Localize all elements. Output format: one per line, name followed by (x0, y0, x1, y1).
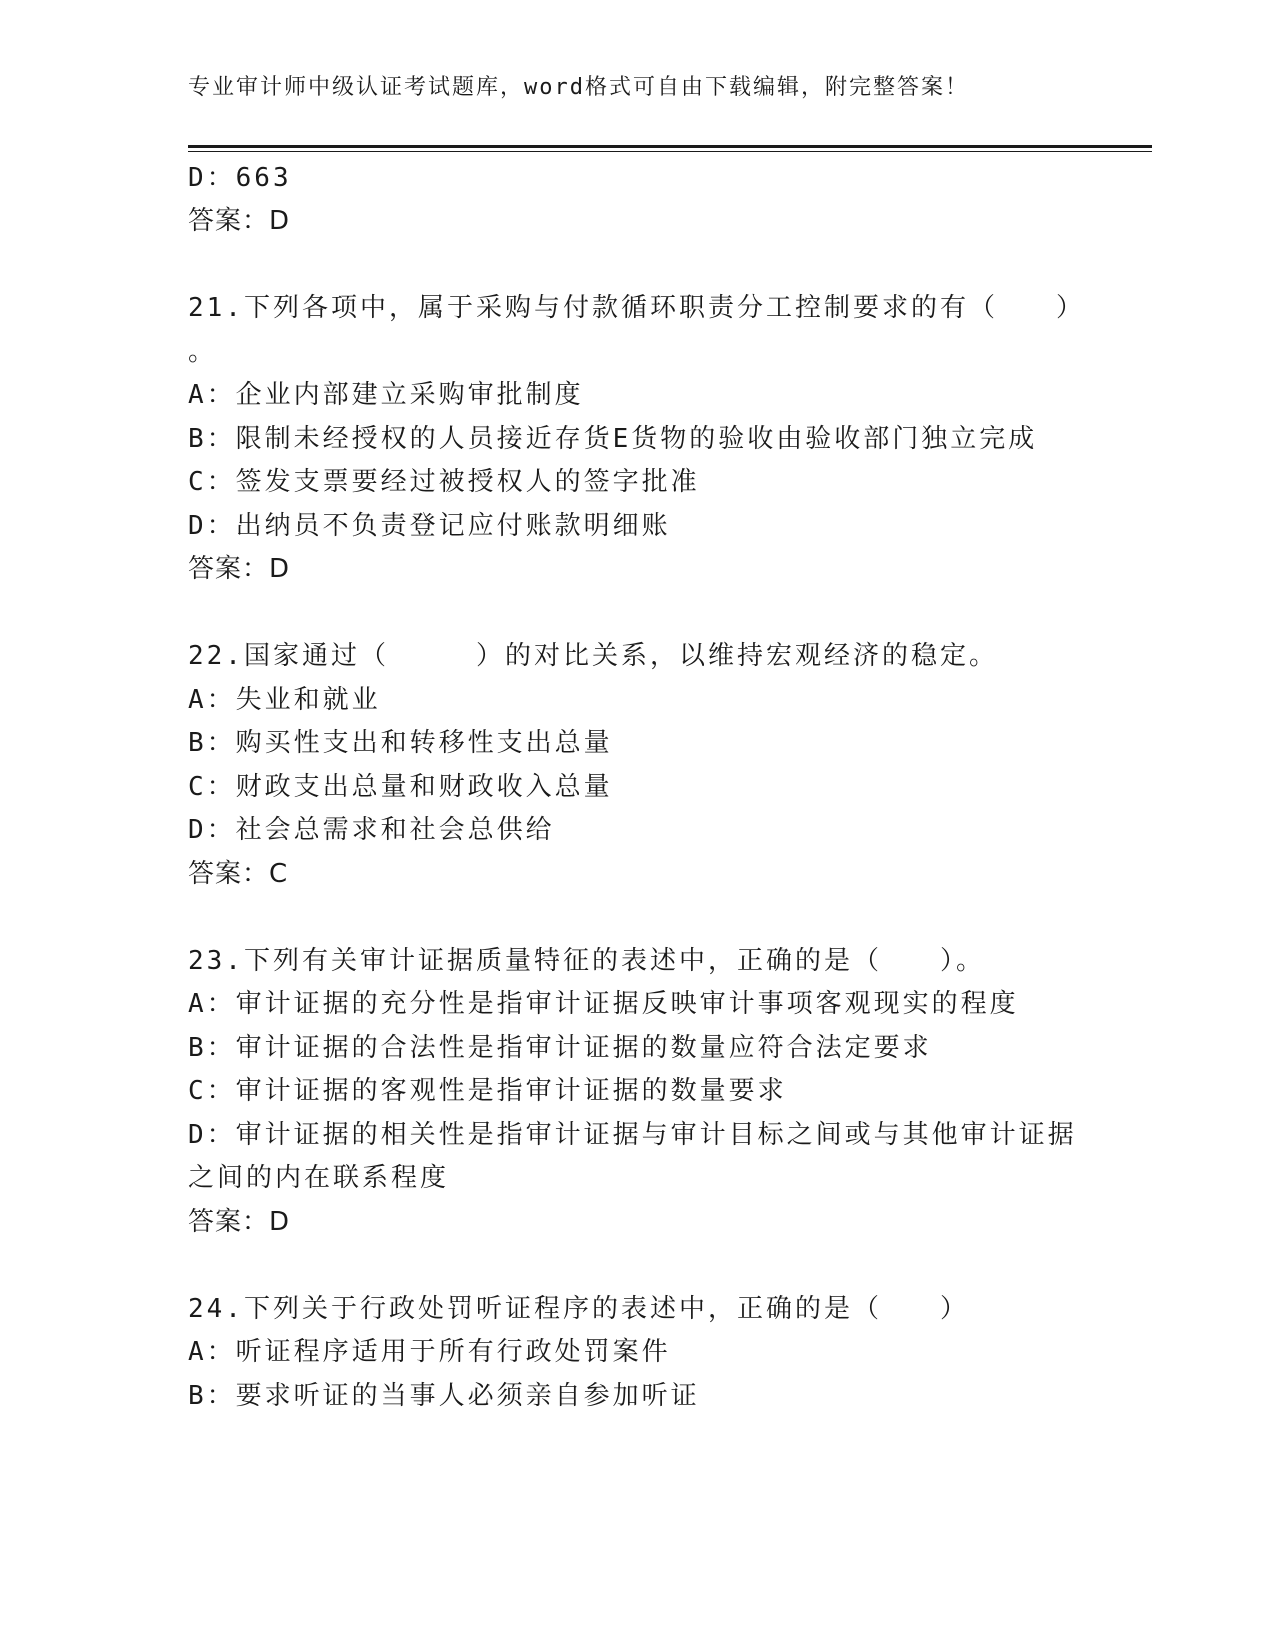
q24-option-b: B：要求听证的当事人必须亲自参加听证 (188, 1381, 700, 1411)
q23-option-c: C：审计证据的客观性是指审计证据的数量要求 (188, 1076, 787, 1106)
q23-option-d-cont: 之间的内在联系程度 (188, 1163, 450, 1193)
q21-stem-cont: 。 (188, 337, 218, 367)
q23-option-b: B：审计证据的合法性是指审计证据的数量应符合法定要求 (188, 1033, 932, 1063)
q23-answer: 答案：D (188, 1207, 291, 1237)
answer-prev: 答案：D (188, 206, 291, 236)
q22-stem: 22.国家通过（ ）的对比关系，以维持宏观经济的稳定。 (188, 641, 998, 671)
q22-option-b: B：购买性支出和转移性支出总量 (188, 728, 613, 758)
q22-option-a: A：失业和就业 (188, 685, 381, 715)
header-rule-thin (188, 151, 1152, 152)
q21-stem: 21.下列各项中，属于采购与付款循环职责分工控制要求的有（ ） (188, 293, 1085, 323)
q24-option-a: A：听证程序适用于所有行政处罚案件 (188, 1337, 671, 1367)
q21-option-a: A：企业内部建立采购审批制度 (188, 380, 584, 410)
q21-option-b: B：限制未经授权的人员接近存货E货物的验收由验收部门独立完成 (188, 424, 1038, 454)
q22-option-c: C：财政支出总量和财政收入总量 (188, 772, 613, 802)
header-rule-thick (188, 145, 1152, 148)
q22-answer: 答案：C (188, 859, 289, 889)
q21-answer: 答案：D (188, 554, 291, 584)
q22-option-d: D：社会总需求和社会总供给 (188, 815, 555, 845)
q23-option-a: A：审计证据的充分性是指审计证据反映审计事项客观现实的程度 (188, 989, 1019, 1019)
page-header: 专业审计师中级认证考试题库，word格式可自由下载编辑，附完整答案！ (188, 75, 969, 100)
q24-stem: 24.下列关于行政处罚听证程序的表述中，正确的是（ ） (188, 1294, 969, 1324)
option-d-prev: D：663 (188, 163, 292, 193)
q21-option-d: D：出纳员不负责登记应付账款明细账 (188, 511, 671, 541)
q23-option-d: D：审计证据的相关性是指审计证据与审计目标之间或与其他审计证据 (188, 1120, 1077, 1150)
q23-stem: 23.下列有关审计证据质量特征的表述中，正确的是（ ）。 (188, 946, 985, 976)
q21-option-c: C：签发支票要经过被授权人的签字批准 (188, 467, 700, 497)
